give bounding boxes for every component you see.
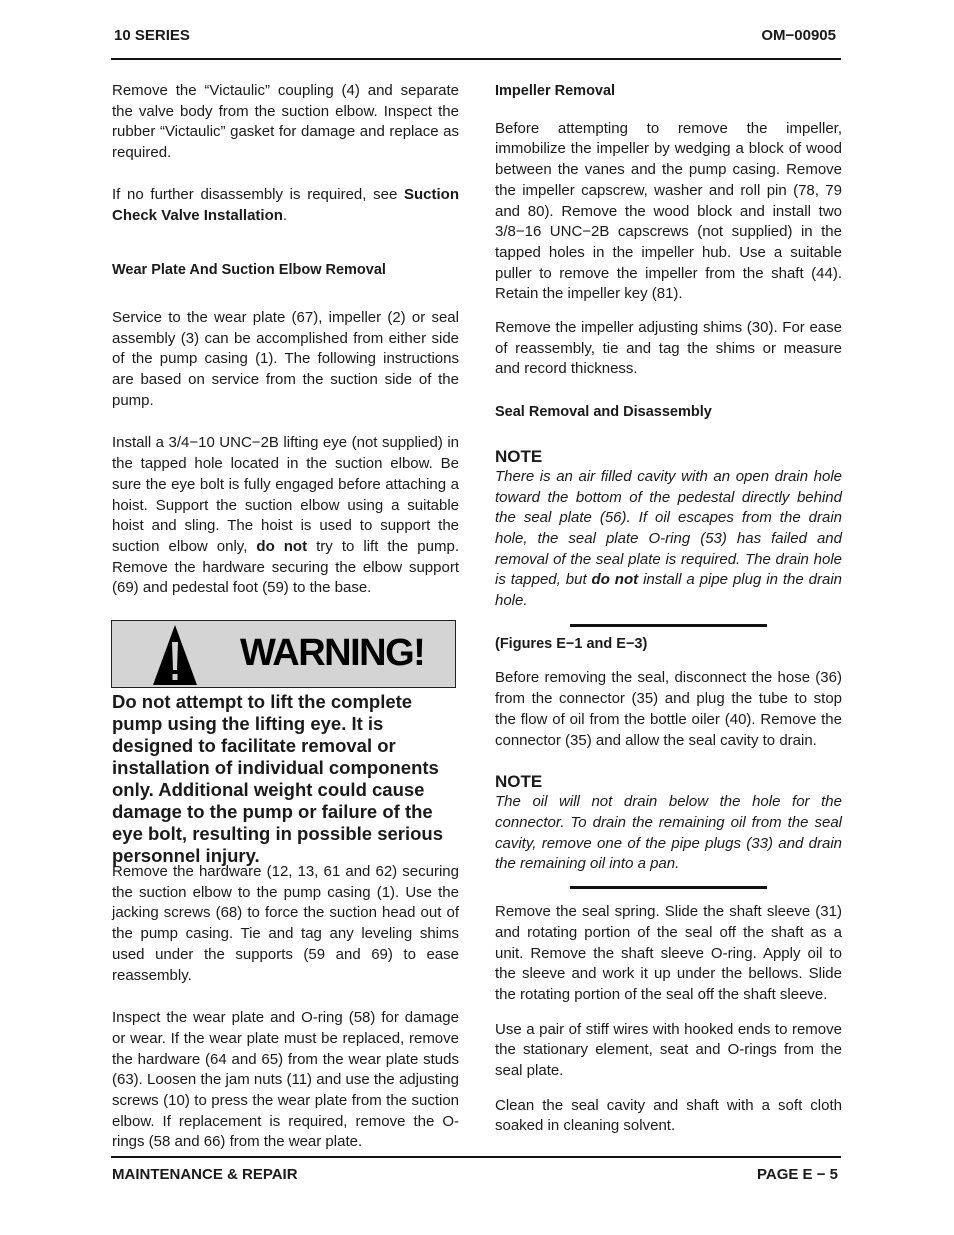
paragraph: Clean the seal cavity and shaft with a soft cloth soaked in cleaning solvent. [495, 1096, 842, 1135]
cross-reference: Suction Check Valve Installation [112, 185, 459, 224]
warning-banner [111, 620, 456, 688]
left-column [112, 81, 459, 599]
section-heading: Wear Plate And Suction Elbow Removal [112, 262, 386, 279]
paragraph: Remove the “Victaulic” coupling (4) and separate the valve body from the suction elbow. Inspect the rubber “Victaulic” gasket for damage and replace as required. [112, 82, 459, 162]
warning-triangle-icon [152, 624, 198, 686]
paragraph: Remove the seal spring. Slide the shaft sleeve (31) and rotating portion of the seal off the shaft as a unit. Remove the shaft sleeve O-ring. Apply oil to the sleeve and work it up under the bellows. Slide the rotating portion of the seal off the shaft sleeve. [495, 903, 842, 1003]
footer-page-number: PAGE E − 5 [756, 1166, 838, 1183]
paragraph: Use a pair of stiff wires with hooked ends to remove the stationary element, seat and O-rings from the seal plate. [495, 1020, 842, 1080]
note-text: The oil will not drain below the hole for the connector. To drain the remaining oil from the seal cavity, remove one of the pipe plugs (33) and drain the remaining oil into a pan. [495, 793, 842, 873]
left-column-lower [112, 862, 459, 1153]
paragraph: Install a 3/4−10 UNC−2B lifting eye (not supplied) in the tapped hole located in the suction elbow. Be sure the eye bolt is fully engaged before attaching a hoist. Support the suction elbow using a suitable hoist and sling. The hoist is used to support the suction elbow only, do not try to lift the pump. Remove the hardware securing the elbow support (69) and pedestal foot (59) to the base. [112, 434, 459, 597]
paragraph: Service to the wear plate (67), impeller (2) or seal assembly (3) can be accomplished from either side of the pump casing (1). The following instructions are based on service from the suction side of the pump. [112, 308, 459, 409]
section-heading: Seal Removal and Disassembly [495, 404, 712, 421]
note-title: NOTE [495, 446, 543, 466]
header-rule [111, 58, 841, 60]
paragraph: Before removing the seal, disconnect the hose (36) from the connector (35) and plug the tube to stop the flow of oil from the bottle oiler (40). Remove the connector (35) and allow the seal cavity to drain. [495, 669, 842, 749]
paragraph: Before attempting to remove the impeller, immobilize the impeller by wedging a block of wood between the vanes and the pump casing. Remove the impeller capscrew, washer and roll pin (78, 79 and 80). Remove the wood block and install two 3/8−16 UNC−2B capscrews (not supplied) in the tapped holes in the impeller hub. Use a suitable puller to remove the impeller from the shaft (44). Retain the impeller key (81). [495, 119, 842, 303]
note-text: There is an air filled cavity with an open drain hole toward the bottom of the pedestal directly behind the seal plate (56). If oil escapes from the drain hole, the seal plate O-ring (53) has failed and removal of the seal plate is required. The drain hole is tapped, but do not install a pipe plug in the drain hole. [495, 467, 842, 610]
paragraph: Remove the hardware (12, 13, 61 and 62) securing the suction elbow to the pump casing (1). Use the jacking screws (68) to force the suction head out of the pump casing. Tie and tag any leveling shims used under the supports (59 and 69) to ease reassembly. [112, 863, 459, 984]
footer-section: MAINTENANCE & REPAIR [112, 1166, 298, 1183]
paragraph: Inspect the wear plate and O-ring (58) for damage or wear. If the wear plate must be replaced, remove the hardware (64 and 65) from the wear plate studs (63). Loosen the jam nuts (11) and use the adjusting screws (10) to press the wear plate from the suction elbow. If replacement is required, remove the O-rings (58 and 66) from the wear plate. [112, 1009, 459, 1151]
warning-title: WARNING! [240, 632, 425, 674]
figure-reference: (Figures E−1 and E−3) [495, 635, 648, 652]
right-column [495, 81, 842, 1137]
paragraph: If no further disassembly is required, see Suction Check Valve Installation. [112, 185, 459, 224]
footer-rule [111, 1156, 841, 1158]
note-title: NOTE [495, 772, 543, 792]
warning-text: Do not attempt to lift the complete pump using the lifting eye. It is designed to facilitate removal or installation of individual components only. Additional weight could cause damage to the pump or failure of the eye bolt, resulting in possible serious personnel injury. [112, 691, 444, 866]
note-end-rule [570, 624, 767, 627]
section-heading: Impeller Removal [495, 83, 616, 99]
header-series: 10 SERIES [114, 27, 190, 44]
note-end-rule [570, 886, 767, 889]
paragraph: Remove the impeller adjusting shims (30). For ease of reassembly, tie and tag the shims or measure and record thickness. [495, 319, 842, 378]
header-doc-number: OM−00905 [761, 27, 836, 44]
